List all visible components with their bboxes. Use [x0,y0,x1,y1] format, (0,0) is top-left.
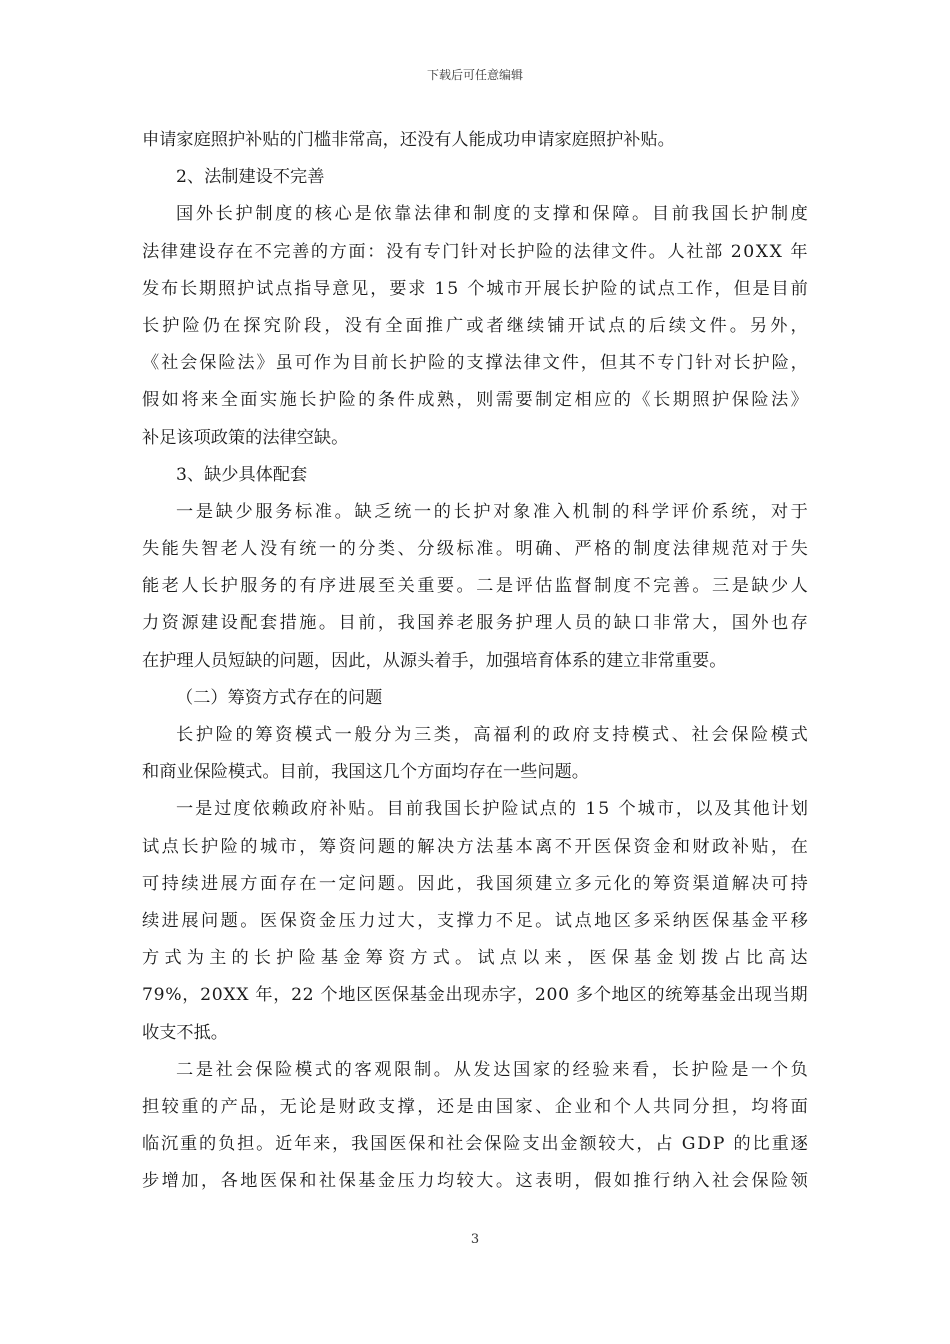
paragraph-line: 能 老 人 长 护 服 务 的 有 序 进 展 至 关 重 要 。 二 是 评 估 监 督 制 度 不 完 善 。 三 是 缺 少 人 [142,576,808,597]
paragraph-line: 临 沉 重 的 负 担 。 近 年 来 ， 我 国 医 保 和 社 会 保 险 支 出 金 额 较 大 ， 占 G D P 的 比 重 逐 [142,1134,808,1155]
paragraph-line: 可 持 续 进 展 方 面 存 在 一 定 问 题 。 因 此 ， 我 国 须 建 立 多 元 化 的 筹 资 渠 道 解 决 可 持 [142,873,808,894]
paragraph-line: 一 是 缺 少 服 务 标 准 。 缺 乏 统 一 的 长 护 对 象 准 入 机 制 的 科 学 评 价 系 统 ， 对 于 [176,501,808,522]
paragraph-line: 申请家庭照护补贴的门槛非常高，还没有人能成功申请家庭照护补贴。 [142,130,675,150]
section-heading: 2、法制建设不完善 [176,167,325,188]
paragraph-line: 长 护 险 仍 在 探 究 阶 段 ， 没 有 全 面 推 广 或 者 继 续 铺 开 试 点 的 后 续 文 件 。 另 外 ， [142,315,808,336]
paragraph-line: 试 点 长 护 险 的 城 市 ， 筹 资 问 题 的 解 决 方 法 基 本 离 不 开 医 保 资 金 和 财 政 补 贴 ， 在 [142,836,808,857]
paragraph-line: 力 资 源 建 设 配 套 措 施 。 目 前 ， 我 国 养 老 服 务 护 理 人 员 的 缺 口 非 常 大 ， 国 外 也 存 [142,613,808,634]
paragraph-line: 失 能 失 智 老 人 没 有 统 一 的 分 类 、 分 级 标 准 。 明 确 、 严 格 的 制 度 法 律 规 范 对 于 失 [142,539,808,560]
document-body [142,122,808,1200]
paragraph-line: 步 增 加 ， 各 地 医 保 和 社 保 基 金 压 力 均 较 大 。 这 表 明 ， 假 如 推 行 纳 入 社 会 保 险 领 [142,1171,808,1192]
paragraph-line: 7 9 % ， 2 0 X X 年 ， 2 2 个 地 区 医 保 基 金 出 现 赤 字 ， 2 0 0 多 个 地 区 的 统 筹 基 金 出 现 当 期 [142,985,808,1006]
paragraph-line: 在护理人员短缺的问题，因此，从源头着手，加强培育体系的建立非常重要。 [142,650,727,671]
paragraph-line: 发 布 长 期 照 护 试 点 指 导 意 见 ， 要 求 1 5 个 城 市 开 展 长 护 险 的 试 点 工 作 ， 但 是 目 前 [142,278,808,299]
paragraph-line: 收支不抵。 [142,1022,228,1043]
paragraph-line: 担 较 重 的 产 品 ， 无 论 是 财 政 支 撑 ， 还 是 由 国 家 、 企 业 和 个 人 共 同 分 担 ， 均 将 面 [142,1096,808,1117]
page-number: 3 [470,1232,480,1247]
paragraph-line: 法 律 建 设 存 在 不 完 善 的 方 面 ： 没 有 专 门 针 对 长 护 险 的 法 律 文 件 。 人 社 部 2 0 X X 年 [142,241,808,262]
paragraph-line: 续 进 展 问 题 。 医 保 资 金 压 力 过 大 ， 支 撑 力 不 足 。 试 点 地 区 多 采 纳 医 保 基 金 平 移 [142,910,808,931]
paragraph-line: 国 外 长 护 制 度 的 核 心 是 依 靠 法 律 和 制 度 的 支 撑 和 保 障 。 目 前 我 国 长 护 制 度 [176,204,808,225]
paragraph-line: 补足该项政策的法律空缺。 [142,427,349,448]
paragraph-line: 和商业保险模式。目前，我国这几个方面均存在一些问题。 [142,762,589,783]
section-heading: 3、缺少具体配套 [176,464,308,485]
section-heading: （二）筹资方式存在的问题 [176,687,383,708]
paragraph-line: 《 社 会 保 险 法 》 虽 可 作 为 目 前 长 护 险 的 支 撑 法 律 文 件 ， 但 其 不 专 门 针 对 长 护 险 ， [142,353,808,374]
paragraph-line: 一 是 过 度 依 赖 政 府 补 贴 。 目 前 我 国 长 护 险 试 点 的 1 5 个 城 市 ， 以 及 其 他 计 划 [176,799,808,820]
paragraph-line: 长 护 险 的 筹 资 模 式 一 般 分 为 三 类 ， 高 福 利 的 政 府 支 持 模 式 、 社 会 保 险 模 式 [176,725,808,745]
page-header: 下载后可任意编辑 [426,68,523,82]
paragraph-line: 方 式 为 主 的 长 护 险 基 金 筹 资 方 式 。 试 点 以 来 ， 医 保 基 金 划 拨 占 比 高 达 [142,948,808,969]
paragraph-line: 二 是 社 会 保 险 模 式 的 客 观 限 制 。 从 发 达 国 家 的 经 验 来 看 ， 长 护 险 是 一 个 负 [176,1059,808,1080]
paragraph-line: 假 如 将 来 全 面 实 施 长 护 险 的 条 件 成 熟 ， 则 需 要 制 定 相 应 的 《 长 期 照 护 保 险 法 》 [142,390,808,411]
